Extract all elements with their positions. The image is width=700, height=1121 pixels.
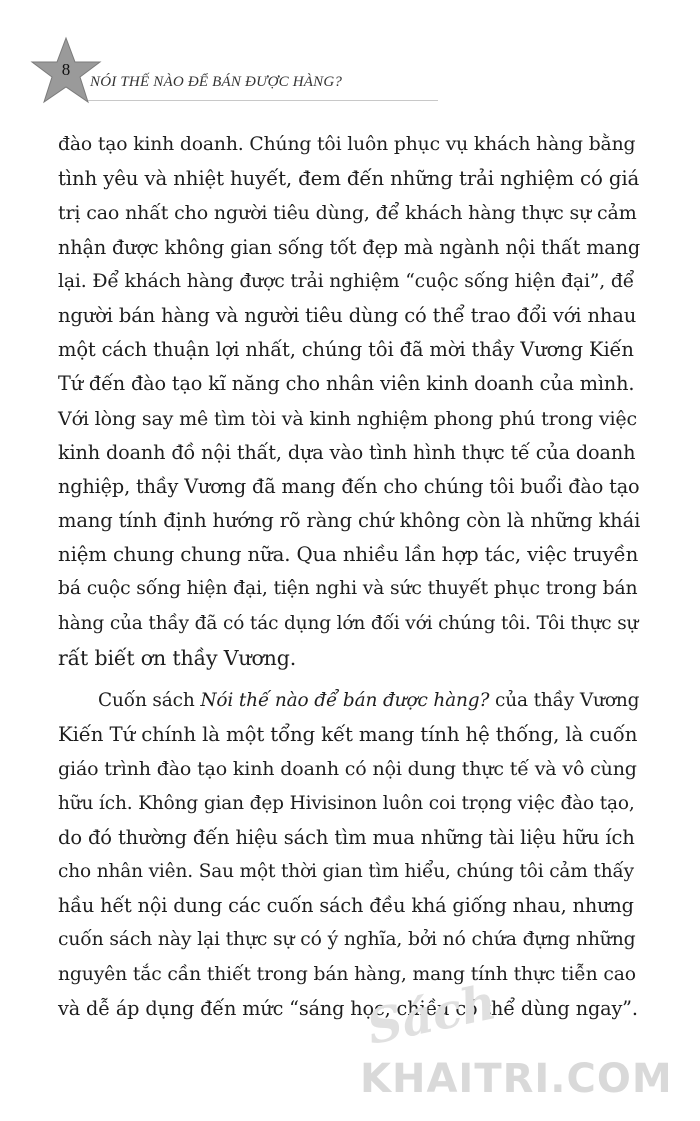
text-line: hàng của thầy đã có tác dụng lớn đối với chúng tôi. Tôi thực sự (58, 612, 639, 634)
page-number: 8 (61, 60, 71, 79)
text-line: Với lòng say mê tìm tòi và kinh nghiệm phong phú trong việc (58, 407, 637, 430)
header-divider (88, 100, 438, 101)
text-line: nhận được không gian sống tốt đẹp mà ngành nội thất mang (58, 235, 641, 259)
text-line: một cách thuận lợi nhất, chúng tôi đã mời thầy Vương Kiến (58, 338, 634, 362)
watermark-brand: KHAITRI.COM (360, 1056, 673, 1102)
running-title: NÓI THẾ NÀO ĐỂ BÁN ĐƯỢC HÀNG? (90, 74, 343, 90)
watermark (360, 974, 680, 1110)
book-title: Nói thế nào để bán được hàng? (200, 690, 490, 711)
text-line: kinh doanh đồ nội thất, dựa vào tình hình thực tế của doanh (58, 440, 636, 464)
text-line: bá cuộc sống hiện đại, tiện nghi và sức thuyết phục trong bán (58, 578, 638, 600)
page-header (30, 36, 670, 106)
text-line: tình yêu và nhiệt huyết, đem đến những trải nghiệm có giá (58, 167, 640, 191)
text-line: cho nhân viên. Sau một thời gian tìm hiểu, chúng tôi cảm thấy (58, 860, 634, 882)
text-line: Kiến Tứ chính là một tổng kết mang tính hệ thống, là cuốn (58, 723, 638, 747)
paragraph-1 (58, 128, 640, 675)
text-line: rất biết ơn thầy Vương. (58, 645, 297, 670)
text-line: cuốn sách này lại thực sự có ý nghĩa, bởi nó chứa đựng những (58, 929, 636, 951)
text-line: niệm chung chung nữa. Qua nhiều lần hợp tác, việc truyền (58, 543, 639, 567)
text-line: mang tính định hướng rõ ràng chứ không còn là những khái (58, 509, 641, 533)
text-prefix: Cuốn sách (98, 690, 201, 711)
text-line: trị cao nhất cho người tiêu dùng, để khách hàng thực sự cảm (58, 202, 637, 225)
text-line: nguyên tắc cần thiết trong bán hàng, mang tính thực tiễn cao (58, 963, 636, 985)
text-line: người bán hàng và người tiêu dùng có thể trao đổi với nhau (58, 303, 637, 327)
watermark-script: Sách (362, 974, 502, 1056)
text-line: Tứ đến đào tạo kĩ năng cho nhân viên kinh doanh của mình. (58, 372, 635, 396)
text-line: hầu hết nội dung các cuốn sách đều khá giống nhau, nhưng (58, 894, 634, 918)
paragraph-gap (58, 675, 640, 684)
text-line: và dễ áp dụng đến mức “sáng học, chiều có thể dùng ngay”. (58, 996, 638, 1020)
text-line: giáo trình đào tạo kinh doanh có nội dung thực tế và vô cùng (58, 758, 637, 781)
text-line: do đó thường đến hiệu sách tìm mua những tài liệu hữu ích (58, 825, 635, 849)
text-line: lại. Để khách hàng được trải nghiệm “cuộc sống hiện đại”, để (58, 270, 635, 292)
text-suffix: của thầy Vương (489, 690, 640, 711)
text-line: nghiệp, thầy Vương đã mang đến cho chúng tôi buổi đào tạo (58, 474, 640, 498)
text-line-first (58, 684, 640, 718)
body-text (58, 128, 640, 1026)
text-line: đào tạo kinh doanh. Chúng tôi luôn phục vụ khách hàng bằng (58, 134, 636, 155)
paragraph-2 (58, 684, 640, 1026)
text-line: hữu ích. Không gian đẹp Hivisinon luôn coi trọng việc đào tạo, (58, 792, 635, 814)
